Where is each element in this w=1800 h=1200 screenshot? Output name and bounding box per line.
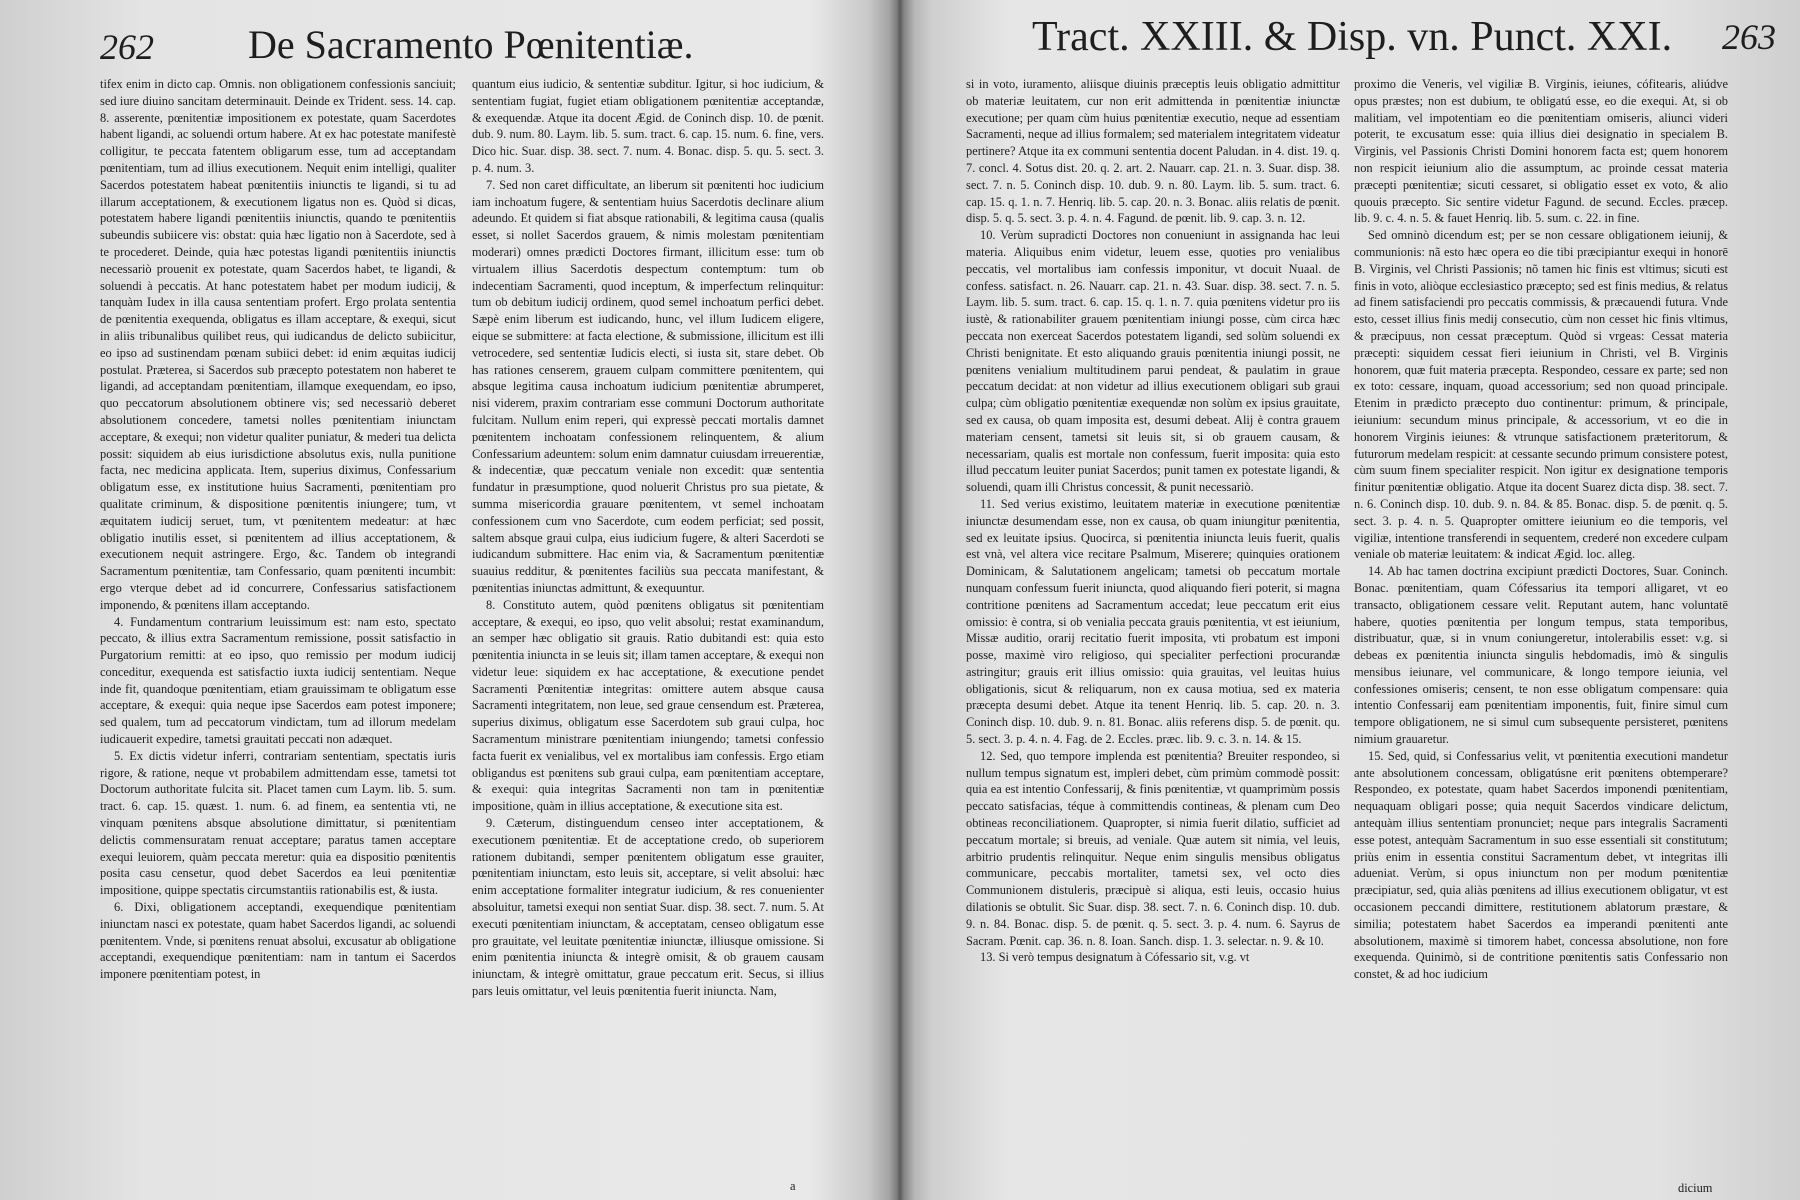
text-column-2 — [472, 76, 824, 1181]
paragraph: 12. Sed, quo tempore implenda est pœnitentia? Breuiter respondeo, si nullum tempus signatum est, impleri debet, cùm primùm commodè possit: quia ea est intentio Confessarij, & finis pœnitentiæ, vt quamprimùm possis peccato satisfacias, téque à committendis contineas, & plenam cum Deo obtineas reconciliationem. Quapropter, si nimia fuerit dilatio, sufficiet ad peccatum mortale; si breuis, ad veniale. Quæ autem sit nimia, vel leuis, arbitrio prudentis relinquitur. Neque enim singulis mensibus obligatus communicare, peccabis mortaliter, tametsi sex, vel octo dies Communionem distuleris, præcipuè si aliqua, esti leuis, occasio huius dilationis se obtulit. Sic Suar. disp. 38. sect. 7. n. 6. Coninch disp. 10. dub. 9. n. 84. Bonac. disp. 5. de pœnit. q. 5. sect. 3. p. 4. num. 6. Sayrus de Sacram. Pœnit. cap. 36. n. 8. Ioan. Sanch. disp. 1. 3. selectar. n. 9. & 10. — [966, 748, 1340, 948]
text-column-1 — [966, 76, 1340, 1181]
running-head: De Sacramento Pœnitentiæ. — [248, 22, 694, 67]
paragraph: quantum eius iudicio, & sententiæ subditur. Igitur, si hoc iudicium, & sententiam fugiat, fugiet etiam obligationem pœnitentiæ acceptandæ, & exequendæ. Atque ita docent Ægid. de Coninch disp. 10. de pœnit. dub. 9. num. 80. Laym. lib. 5. sum. tract. 6. cap. 15. num. 6. fine, vers. Dico hic. Suar. disp. 38. sect. 7. num. 4. Bonac. disp. 5. qu. 5. sect. 3. p. 4. num. 3. — [472, 77, 824, 175]
paragraph: 14. Ab hac tamen doctrina excipiunt prædicti Doctores, Suar. Coninch. Bonac. pœnitentiam, quam Cófessarius ita tempori alligaret, vt eo transacto, obligationem cessare velit. Reputant autem, hanc voluntatē habere, quoties pœnitentia per longum tempus, stata temporibus, distribuatur, quæ, si in vnum coniungeretur, intolerabilis esset: v.g. si debeas ex pœnitentia iniuncta singulis hebdomadis, imò & singulis mensibus ieiunare, vel communicare, & longo tempore ieiunia, vel confessiones omiseris; censent, te non esse obligatum compensare: quia intentio Confessarij eam pœnitentiam imponentis, fuit, finire simul cum tempore obligationem, ne si simul cum subsequente persisteret, pœnitens nimium grauaretur. — [1354, 564, 1728, 747]
running-head: Tract. XXIII. & Disp. vn. Punct. XXI. — [1032, 14, 1673, 60]
paragraph: 4. Fundamentum contrarium leuissimum est: nam esto, spectato peccato, & illius extra Sacramentum remissione, possit satisfactio in Purgatorium remitti: at eo ipso, quo remissio per modum iudicij conceditur, exequenda est satisfactio iuxta iudicij sententiam. Neque inde fit, quandoque pœnitentiam, etiam grauissimam te obligatum esse acceptare, & exequi: quia neque ipse Sacerdos eam potest imponere; sed qualem, tum ad peccatorum vindictam, tum ad illorum medelam iudicauerit expedire, tametsi grauitati peccati non adæquet. — [100, 614, 456, 747]
catchword: a — [790, 1179, 796, 1193]
page-number: 262 — [100, 27, 154, 67]
paragraph: 15. Sed, quid, si Confessarius velit, vt pœnitentia executioni mandetur ante absolutionem concessam, obligatúsne erit pœnitens obtemperare? Respondeo, ex potestate, quam habet Sacerdos imponendi pœnitentiam, nequaquam obligari posse; quia nequit Sacerdos vindicare delictum, antequàm illius sententiam pronunciet; neque pars integralis Sacramenti esse potest, antequàm Sacramentum in suo esse essentiali sit constitutum; priùs enim in essentia constitui Sacramentum debet, vt integritas illi adueniat. Verùm, si opus iniunctum non per modum pœnitentiæ præcipiatur, sed, quia aliàs pœnitens ad illius executionem obligatur, vt est occasionem peccandi dimittere, restitutionem ablatorum præstare, & similia; potestatem habet Sacerdos ea imperandi pœnitenti ante absolutionem, maximè si timorem habet, concessa absolutione, non fore exequenda. Quinimò, si de contritione pœnitentis satis Confessario non constet, & ad hoc iudicium — [1354, 748, 1728, 982]
paragraph: 10. Verùm supradicti Doctores non conueniunt in assignanda hac leui materia. Aliquibus enim videtur, leuem esse, quoties pro venialibus peccatis, vel mortalibus iam confessis imponitur, vt docuit Nuaal. de confess. satisfact. n. 26. Nauarr. cap. 21. n. 43. Suar. disp. 38. sect. 7. n. 5. Laym. lib. 5. sum. tract. 6. cap. 15. q. 1. n. 7. quia pœnitens videtur pro iis iustè, & rationabiliter grauem pœnitentiam iniungi posse, cùm circa hæc peccata non exerceat Sacerdos potestatem ligandi, sed solùm soluendi ex Christi benignitate. Et esto aliquando grauis pœnitentia iniungi possit, ne pœnitens venialium multitudinem parui pendeat, & paulatim in graue peccatum decidat: at non videtur ad illius executionem obligari sub graui culpa; cùm obligatio pœnitentiæ exequendæ non solùm ex ipsius grauitate, sed ex causa, ob quam imposita est, desumi debeat. Alij è contra grauem materiam censent, tametsi sit leuis sit, si ob grauem causam, & necessariam, qualis est mortale non confessum, fuerit imposita: quia esto illud peccatum leuiter puniat Sacerdos; punit tamen ex potestate ligandi, & soluendi, quam illi Christus concessit, & punit necessariò. — [966, 228, 1340, 495]
paragraph: 13. Si verò tempus designatum à Cófessario sit, v.g. vt — [980, 950, 1250, 965]
paragraph: 5. Ex dictis videtur inferri, contrariam sententiam, spectatis iuris rigore, & ratione, neque vt probabilem admittendam esse, tametsi tot Doctorum authoritate fulcita sit. Placet tamen cum Laym. lib. 5. sum. tract. 6. cap. 15. quæst. 1. num. 6. ad finem, ea sententia vti, ne vinquam pœnitens absque absolutione dimittatur, si pœnitentiam delictis commensuratam renuat acceptare; paratus tamen acceptare exequi leuiorem, quàm peccata meretur: quia ea dispositio pœnitentis posita casu censetur, quod debet Sacerdos ea leui pœnitentiæ impositione, quippe spectatis circumstantiis rationabilis est, & iusta. — [100, 748, 456, 898]
text-column-1 — [100, 76, 456, 1181]
paragraph: 9. Cæterum, distinguendum censeo inter acceptationem, & executionem pœnitentiæ. Et de acceptatione credo, ob superiorem rationem dubitandi, semper pœnitentem obligatum esse grauiter, pœnitentiam iniunctam, esto leuis sit, acceptare, si velit absolui: hæc enim acceptatione formaliter integratur iudicium, & res conuenienter absoluitur, tametsi exequi non sentiat Suar. disp. 38. sect. 7. num. 5. At executi pœnitentiam iniunctam, & acceptatam, censeo obligatum esse pro grauitate, vel leuitate pœnitentiæ iniunctæ, illiusque omissione. Si enim pœnitentia iniuncta & integrè omisit, & ob grauem causam iniunctam, & integrè omittatur, graue peccatum erit. Secus, si illius pars leuis omittatur, vel leuis pœnitentia fuerit iniuncta. Nam, — [472, 816, 824, 999]
page-number: 263 — [1722, 17, 1776, 57]
paragraph: 6. Dixi, obligationem acceptandi, exequendique pœnitentiam iniunctam nasci ex potestate, quam habet Sacerdos ligandi, ac soluendi pœnitentem. Vnde, si pœnitens renuat absolui, excusatur ab obligatione acceptandi, exequendique pœnitentiam: nam in tantum ei Sacerdos imponere pœnitentiam potest, in — [100, 900, 456, 982]
text-column-2 — [1354, 76, 1728, 1181]
paragraph: tifex enim in dicto cap. Omnis. non obligationem confessionis sanciuit; sed iure diuino sancitam determinauit. Deinde ex Trident. sess. 14. cap. 8. asserente, pœnitentiæ impositionem ex potestate, quam Sacerdotes habent ligandi, ac soluendi ortum habere. At ex hac potestate manifestè colligitur, te peccata fatentem obligarum esse, tum ad acceptandam pœnitentiam, tum ad illius executionem. Nequit enim intelligi, qualiter Sacerdos potestatem habeat pœnitentiis iniunctis te ligandi, si tu ad illarum acceptationem, & executionem ligatus non es. Quòd si dicas, potestatem habere ligandi pœnitentiis iniunctis, quando te pœnitentiis subeundis subiicere vis: obstat: quia hæc ligatio non à Sacerdote, sed à te procederet. Deinde, quia hæc potestas ligandi pœnitentiis iniunctis necessariò prouenit ex potestate, quam Sacerdos habet, te ligandi, & soluendi à peccatis. At hanc potestatem habet per modum iudicij, & tanquàm Iudex in illa causa sententiam profert. Ergo prolata sententia de pœnitentia exequenda, obligatus es illam acceptare, & exequi, sicut in aliis tribunalibus quilibet reus, qui iudicandus de delicto subiicitur, eo ipso ad sustinendam pœnam subiici debet: id enim æquitas iudicij postulat. Præterea, si Sacerdos sub præcepto potestatem non haberet te ligandi, ad acceptandam pœnitentiam, illamque exequendam, eo ipso, quo peccatorum absolutionem obtinere vis; sed necessariò deberet absolutionem concedere, tametsi nolles pœnitentiam iniunctam acceptare, & exequi; non videtur qualiter puniatur, & mederi tua delicta possit: siquidem ab eius iurisdictione absolutus exis, nulla punitione facta, nec medicina applicata. Item, superius diximus, Confessarium obligatum esse, ex institutione huius Sacramenti, pœnitentiam pro qualitate criminum, & dispositione pœnitentis iniungere; tum, vt æquitatem iudicij seruet, tum, vt pœnitentem medeatur: at hæc obligatio inutilis esset, si pœnitentem ad illius acceptationem, & executionem nequit astringere. Ergo, &c. Tandem ob integrandi Sacramentum pœnitentiæ, tam Confessario, quam pœnitenti incumbit: ergo vterque debet ad id concurrere, Confessarius satisfactionem imponendo, & pœnitens illam acceptando. — [100, 77, 456, 612]
catchword: dicium — [1678, 1181, 1713, 1195]
paragraph: si in voto, iuramento, aliisque diuinis præceptis leuis obligatio admittitur ob materiæ leuitatem, cur non erit admittenda in pœnitentiæ iniunctæ executione; per quam cùm huius pœnitentiæ executio, neque ad essentiam Sacramenti, neque ad illius formalem; sed materialem integritatem videatur pertinere? Atque ita ex communi sententia docent Paludan. in 4. dist. 19. q. 7. concl. 4. Sotus dist. 20. q. 2. art. 2. Nauarr. cap. 21. n. 3. Suar. disp. 38. sect. 7. n. 5. Coninch disp. 10. dub. 9. n. 80. Laym. lib. 5. sum. tract. 6. cap. 15. q. 1. n. 7. Henriq. lib. 5. cap. 20. n. 3. Bonac. aliis relatis de pœnit. disp. 5. q. 5. sect. 3. p. 4. n. 4. Fagund. de pœnit. lib. 9. cap. 3. n. 12. — [966, 77, 1340, 226]
right-page — [902, 0, 1800, 1200]
paragraph: Sed omninò dicendum est; per se non cessare obligationem ieiunij, & communionis: nã esto hæc opera eo die tibi præcipiantur exequi in honorē B. Virginis, vel Christi Passionis; nõ tamen hic finis est vltimus; sicuti est finis in voto, aliòque ecclesiastico præcepto; sed est finis medius, & relatus ad finem satisfaciendi pro peccatis commissis, & præcauendi futura. Vnde esto, cesset illius finis medij consecutio, cùm non cesset hic finis vltimus, & præcipuus, non cessat præceptum. Quòd si vrgeas: Cessat materia præcepti: siquidem cessat fieri ieiunium in Christi, vel B. Virginis honorem, quæ fuit materia præcepta. Respondeo, cessare ex parte; sed non ex toto: cessare, inquam, quoad accessorium; sed non quoad principale. Etenim in prædicto præcepto duo continentur: primum, & principale, ieiunium: secundum minus principale, & accessorium, vt eo die in honorem Virginis ieiunes: & vtrunque satisfactionem præteritorum, & futurorum medelam respicit: at cessante secundo primum consistere potest, cùm suum finem specialiter respicit. Non igitur ex designatione temporis finitur pœnitentiæ obligatio. Atque ita docent Suarez dicta disp. 38. sect. 7. n. 6. Coninch disp. 10. dub. 9. n. 84. & 85. Bonac. disp. 5. de pœnit. q. 5. sect. 3. p. 4. n. 5. Quapropter omittere ieiunium eo die temporis, vel vigiliæ, intentione transferendi in sequentem, crederé non excedere culpam veniale ob materiæ leuitatem: & indicat Ægid. loc. alleg. — [1354, 228, 1728, 562]
paragraph: 8. Constituto autem, quòd pœnitens obligatus sit pœnitentiam acceptare, & exequi, eo ipso, quo velit absolui; restat examinandum, an semper hæc obligatio sit grauis. Ratio dubitandi est: quia esto pœnitentia iniuncta in se leuis sit; illam tamen acceptare, & exequi non videtur leue: siquidem ex hac acceptatione, & executione pendet Sacramenti Pœnitentiæ integritas: omittere autem absque causa Sacramenti integritatem, non leue, sed graue censendum est. Præterea, superius diximus, obligatum esse Sacerdotem sub graui culpa, hoc Sacramentum ministrare pœnitentiam iniungendo; tametsi confessio facta fuerit ex venialibus, vel ex mortalibus iam confessis. Ergo etiam obligandus est pœnitens sub graui culpa, eam pœnitentiam acceptare, & exequi: quia integritas Sacramenti non tam in pœnitentiæ impositione, quàm in illius acceptatione, & executione sita est. — [472, 597, 824, 814]
paragraph: 7. Sed non caret difficultate, an liberum sit pœnitenti hoc iudicium iam inchoatum fugere, & sententiam huius Sacerdotis declinare alium adeundo. Et quidem si fiat absque rationabili, & legitima causa (qualis esset, si nollet Sacerdos grauem, & nimis molestam pœnitentiam moderari) omnes prædicti Doctores firmant, illicitum esse: tum ob virtualem illius Sacerdotis despectum contemptum: tum ob indecentiam Sacramenti, quod inceptum, & imperfectum relinquitur: tum ob debitum iudicij ordinem, quod semel inchoatum perfici debet. Sæpè enim liberum est iudicando, hunc, vel illum Iudicem eligere, eique se submittere: at facta electione, & submissione, illicitum est illi vetrocedere, sed sententiæ Iudicis electi, si iusta sit, stare debet. Ob has rationes censerem, grauem culpam committere pœnitentem, qui absque legitima causa inchoatum iudicium pœnitentiæ abrumperet, nisi viderem, praxim contrariam esse communi Doctorum authoritate fulcitam. Nullum enim reperi, qui expressè peccati mortalis damnet pœnitentem inchoatam confessionem relinquentem, & alium Confessarium adeuntem: solum enim damnatur cuiusdam irreuerentiæ, & indecentiæ, quæ peccatum veniale non excedit: quæ sententia fundatur in præsumptione, quod noluerit Christus pro sua pietate, & summa misericordia grauare pœnitentem, vt semel inchoatam confessionem cum vno Sacerdote, cum eodem perficiat; sed possit, saltem absque graui culpa, eius iudicium fugere, & alteri Sacerdoti se iudicandum submittere. Hac enim via, & Sacramentum pœnitentiæ suauius redditur, & pœnitentes faciliùs sua peccata manifestant, & pœnitentias iniunctas admittunt, & exequuntur. — [472, 177, 824, 595]
left-page — [0, 0, 890, 1200]
paragraph: proximo die Veneris, vel vigiliæ B. Virginis, ieiunes, cófitearis, aliúdve opus præstes; non est dubium, te obligatú esse, eo die exequi. At, si ob malitiam, vel impotentiam eo die pœnitentiam omiseris, aliunci videri poterit, te excusatum esse: quia illius diei designatio in specialem B. Virginis, vel Passionis Christi Domini honorem facta est; quem honorem non respicit ieiunium alio die assumptum, ac proinde cessat materia præcepti pœnitentiæ; sicuti cessaret, si obligatio esset ex voto, & alio quouis præcepto. Sic sentire videtur Fagund. de secund. Eccles. præcep. lib. 9. c. 4. n. 5. & fauet Henriq. lib. 5. sum. c. 22. in fine. — [1354, 77, 1728, 226]
paragraph: 11. Sed verius existimo, leuitatem materiæ in executione pœnitentiæ iniunctæ desumendam esse, non ex causa, ob quam iniungitur pœnitentia, sed ex leuitate ipsius. Quocirca, si pœnitentia iniuncta leuis fuerit, qualis est vnà, vel altera vice recitare Psalmum, Miserere; quinquies orationem Dominicam, & Salutationem angelicam; tametsi ob peccatum mortale nunquam confessum fuerit iniuncta, quod aliquando fieri poterit, si magna contritione pœnitens ad Sacramentum accedat; leue peccatum erit eius omissio: è contra, si ob venialia peccata grauis pœnitentia, vt est ieiunium, Missæ auditio, orarij recitatio fuerit imposita, vti probatum est imponi posse, maximè viro religioso, qui specialiter perfectioni procurandæ astringitur; grauis erit illius omissio: quia grauitas, vel leuitas huius obligationis, sicut & reliquarum, non ex causa motiua, sed ex materia præcepta desumi debet. Atque ita tenent Henriq. lib. 5. cap. 20. n. 3. Coninch disp. 10. dub. 9. n. 81. Bonac. aliis referens disp. 5. de pœnit. qu. 5. sect. 3. p. 4. n. 4. Fag. de 2. Eccles. præc. lib. 9. c. 3. n. 14. & 15. — [966, 496, 1340, 747]
